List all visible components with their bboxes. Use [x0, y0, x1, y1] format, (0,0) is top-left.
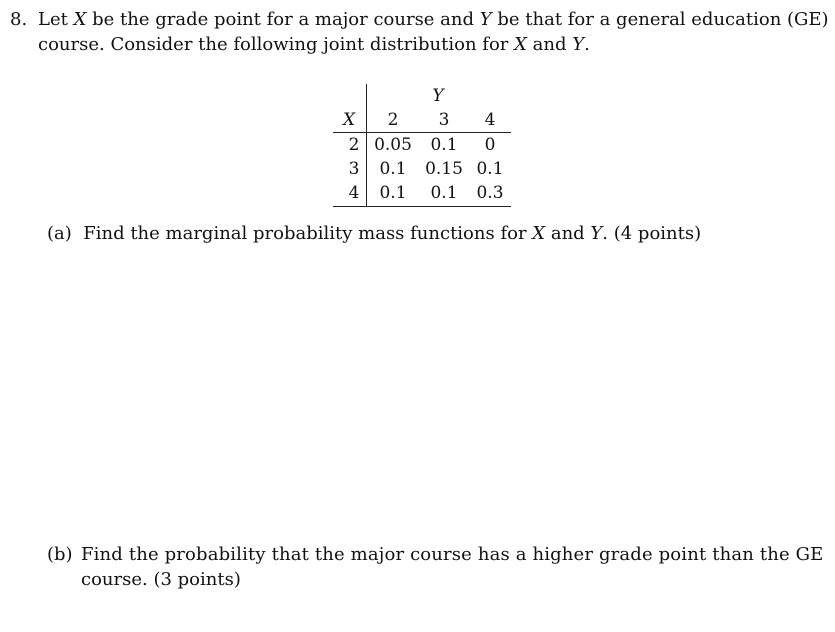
variable-x: X [73, 9, 87, 30]
table-col-label: 2 [387, 110, 399, 130]
question-line-1-post: be that for a general education (GE) [491, 9, 829, 30]
variable-x: X [532, 223, 546, 244]
table-cell: 0.1 [379, 183, 407, 203]
table-cell: 0.1 [476, 159, 504, 179]
table-cell: 0.05 [374, 135, 412, 155]
table-cell: 0.1 [379, 159, 407, 179]
table-col-label: 3 [438, 110, 450, 130]
part-b-line-2: course. (3 points) [81, 569, 241, 590]
part-a-label: (a) [47, 223, 72, 244]
question-line-2 [38, 34, 590, 56]
table-vertical-rule [366, 84, 367, 206]
table-row-label: 4 [348, 183, 360, 203]
table-cell: 0.15 [425, 159, 463, 179]
part-b-line-1: Find the probability that the major course has a higher grade point than the GE [81, 544, 824, 565]
table-row-label: 3 [348, 159, 360, 179]
part-a-and: and [545, 223, 591, 244]
part-a-text-post: . (4 points) [602, 223, 702, 244]
question-number: 8. [10, 9, 28, 30]
table-header-rule [333, 132, 511, 133]
variable-y: Y [479, 9, 492, 30]
table-row-label: 2 [348, 135, 360, 155]
question-line-1-mid: be the grade point for a major course and [86, 9, 480, 30]
table-cell: 0.1 [430, 135, 458, 155]
variable-y: Y [572, 34, 585, 55]
table-cell: 0.1 [430, 183, 458, 203]
question-line-2-end: . [584, 34, 590, 55]
question-line-1-pre: Let [38, 9, 74, 30]
variable-x: X [514, 34, 527, 55]
question-line-2-pre: course. Consider the following joint distribution for [38, 34, 515, 55]
table-cell: 0.3 [476, 183, 504, 203]
table-x-header: X [342, 110, 356, 130]
table-col-label: 4 [484, 110, 496, 130]
table-bottom-rule [333, 206, 511, 207]
table-cell: 0 [484, 135, 496, 155]
part-b-label: (b) [47, 544, 73, 565]
table-y-header: Y [432, 86, 444, 106]
part-a-text-pre: Find the marginal probability mass functions for [83, 223, 533, 244]
question-line-1 [38, 9, 829, 31]
variable-y: Y [590, 223, 603, 244]
question-line-2-and: and [526, 34, 573, 55]
part-a [47, 223, 701, 245]
